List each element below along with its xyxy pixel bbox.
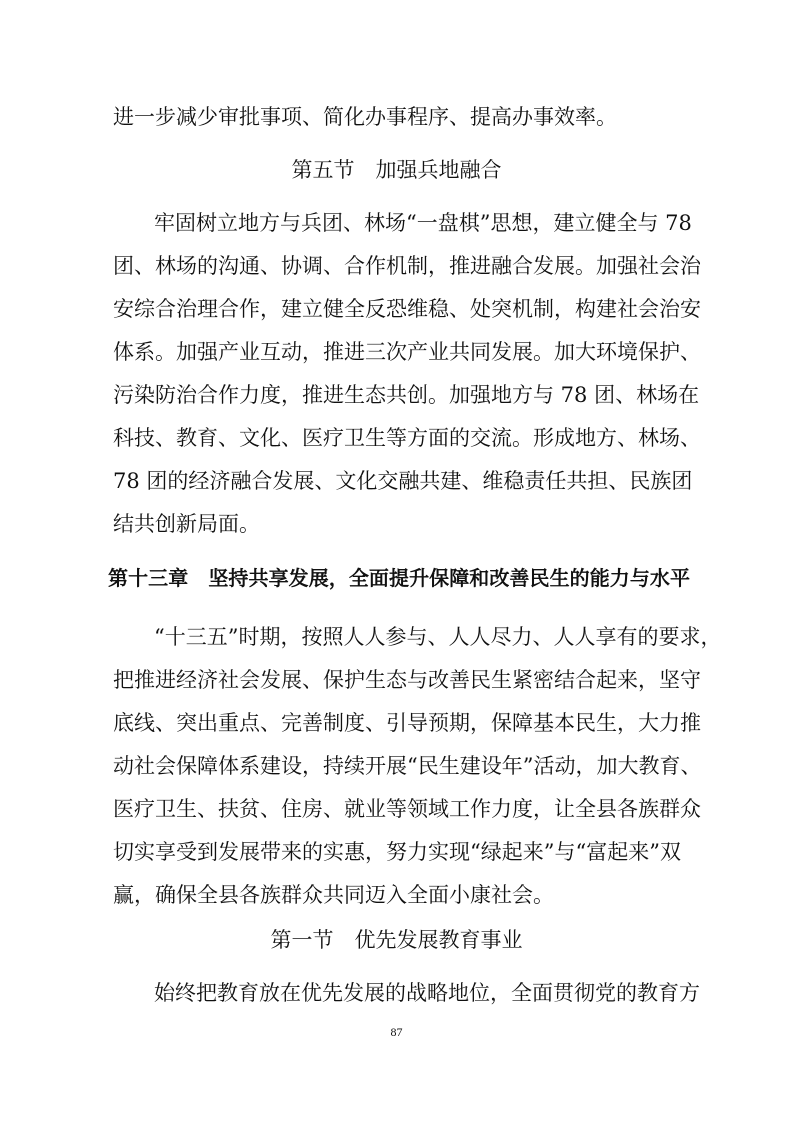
body-text-line: 进一步减少审批事项、简化办事程序、提高办事效率。 — [113, 105, 617, 129]
body-text-line: 始终把教育放在优先发展的战略地位，全面贯彻党的教育方 — [154, 981, 700, 1005]
chapter-heading: 第十三章 坚持共享发展，全面提升保障和改善民生的能力与水平 — [108, 566, 690, 590]
body-text-line: 牢固树立地方与兵团、林场“一盘棋”思想，建立健全与 78 — [154, 211, 692, 235]
body-text-line: 动社会保障体系建设，持续开展“民生建设年”活动，加大教育、 — [113, 754, 702, 778]
body-text-line: 结共创新局面。 — [113, 512, 260, 536]
body-text-line: 医疗卫生、扶贫、住房、就业等领域工作力度，让全县各族群众 — [113, 797, 701, 821]
body-text-line: 78 团的经济融合发展、文化交融共建、维稳责任共担、民族团 — [113, 469, 693, 493]
body-text-line: 切实享受到发展带来的实惠，努力实现“绿起来”与“富起来”双 — [113, 840, 681, 864]
body-text-line: 安综合治理合作，建立健全反恐维稳、处突机制，构建社会治安 — [113, 297, 701, 321]
body-text-line: 科技、教育、文化、医疗卫生等方面的交流。形成地方、林场、 — [113, 426, 701, 450]
body-text-line: 污染防治合作力度，推进生态共创。加强地方与 78 团、林场在 — [113, 383, 700, 407]
body-text-line: “十三五”时期，按照人人参与、人人尽力、人人享有的要求， — [154, 625, 722, 649]
body-text-line: 体系。加强产业互动，推进三次产业共同发展。加大环境保护、 — [113, 340, 701, 364]
section-heading: 第一节 优先发展教育事业 — [270, 928, 523, 952]
body-text-line: 团、林场的沟通、协调、合作机制，推进融合发展。加强社会治 — [113, 254, 701, 278]
body-text-line: 把推进经济社会发展、保护生态与改善民生紧密结合起来，坚守 — [113, 668, 701, 692]
body-text-line: 赢，确保全县各族群众共同迈入全面小康社会。 — [113, 883, 554, 907]
body-text-line: 底线、突出重点、完善制度、引导预期，保障基本民生，大力推 — [113, 711, 701, 735]
page-number: 87 — [390, 1025, 403, 1039]
section-heading: 第五节 加强兵地融合 — [291, 158, 502, 182]
